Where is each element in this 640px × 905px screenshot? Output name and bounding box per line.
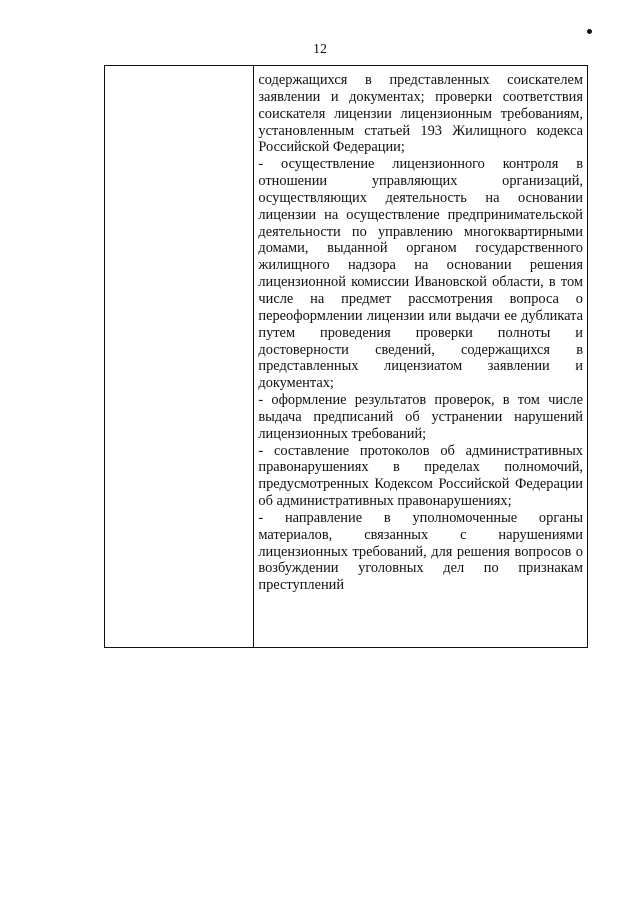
paragraph-violation-protocols: - составление протоколов об административных правонарушениях в пределах полномочий, предусмотренных Кодексом Российской Федерации об административных правонарушениях; (258, 442, 583, 510)
paragraph-license-control: - осуществление лицензионного контроля в отношении управляющих организаций, осуществляющих деятельность на основании лицензии на осуществление предпринимательской деятельности по управлению многоквартирными домами, выданной органом государственного жилищного надзора на основании решения лицензионной комиссии Ивановской области, в том числе на предмет рассмотрения вопроса о переоформлении лицензии или выдачи ее дубликата путем проведения проверки полноты и достоверности сведений, содержащихся в представленных лицензиатом заявлении и документах; (258, 156, 583, 392)
paragraph-inspection-results: - оформление результатов проверок, в том числе выдача предписаний об устранении нарушений лицензионных требований; (258, 392, 583, 442)
paragraph-referral-materials: - направление в уполномоченные органы материалов, связанных с нарушениями лицензионных требований, для решения вопросов о возбуждении уголовных дел по признакам преступлений (258, 509, 583, 594)
document-table (104, 65, 588, 648)
page-number: 12 (313, 42, 327, 57)
paragraph-license-check: содержащихся в представленных соискателем заявлении и документах; проверки соответствия соискателя лицензии лицензионным требованиям, установленным статьей 193 Жилищного кодекса Российской Федерации; (258, 72, 583, 156)
table-left-cell (105, 66, 254, 647)
scan-mark (587, 29, 592, 34)
table-right-cell (254, 66, 587, 647)
